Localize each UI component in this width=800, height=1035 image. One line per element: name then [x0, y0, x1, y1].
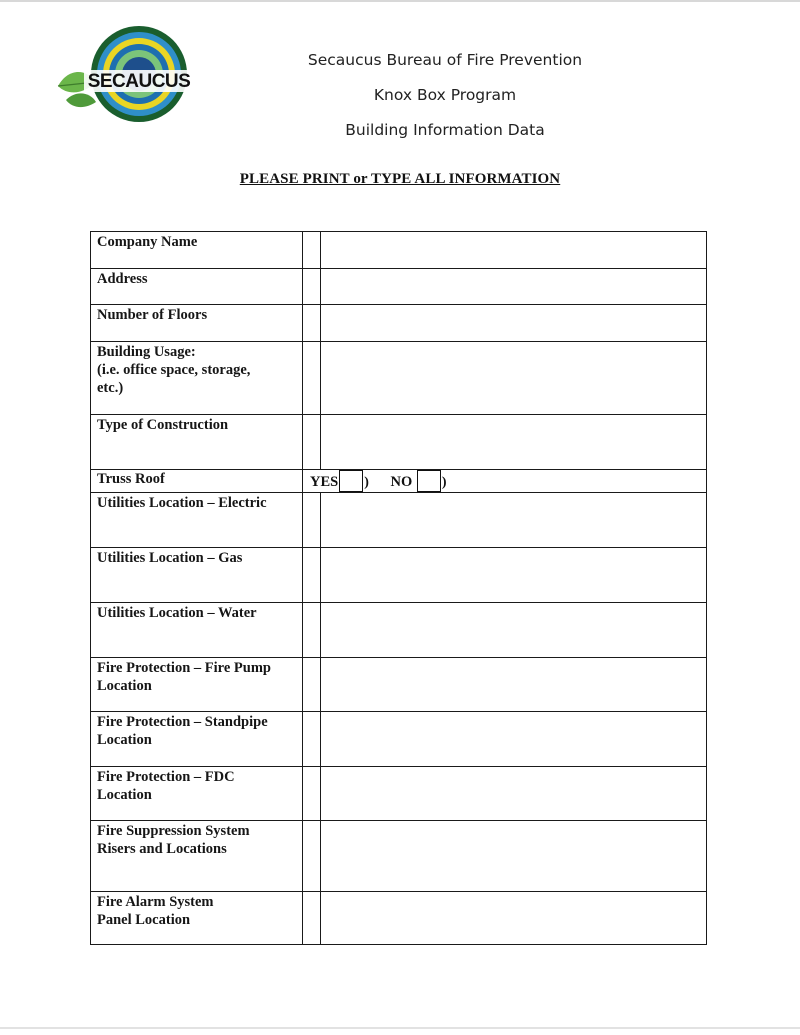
- company-name-field[interactable]: [321, 232, 707, 269]
- type-of-construction-label: Type of Construction: [91, 415, 303, 470]
- utilities-electric-field[interactable]: [321, 493, 707, 548]
- type-of-construction-field[interactable]: [321, 415, 707, 470]
- standpipe-field[interactable]: [321, 712, 707, 767]
- row-truss-roof: [91, 470, 707, 493]
- svg-text:SECAUCUS: SECAUCUS: [87, 71, 191, 92]
- building-info-form: [90, 231, 707, 945]
- fire-alarm-label: Fire Alarm System Panel Location: [91, 892, 303, 945]
- gap-cell: [303, 548, 321, 603]
- address-label: Address: [91, 269, 303, 305]
- gap-cell: [303, 415, 321, 470]
- gap-cell: [303, 658, 321, 712]
- truss-yes-label: YES: [310, 474, 339, 490]
- print-instruction: PLEASE PRINT or TYPE ALL INFORMATION: [239, 171, 561, 187]
- utilities-gas-field[interactable]: [321, 548, 707, 603]
- number-of-floors-field[interactable]: [321, 305, 707, 342]
- row-type-of-construction: [91, 415, 707, 470]
- gap-cell: [303, 232, 321, 269]
- suppression-label: Fire Suppression System Risers and Locations: [91, 821, 303, 892]
- gap-cell: [303, 892, 321, 945]
- header-subtitle: Building Information Data: [345, 121, 545, 139]
- suppression-field[interactable]: [321, 821, 707, 892]
- gap-cell: [303, 269, 321, 305]
- row-utilities-gas: [91, 548, 707, 603]
- fire-pump-label: Fire Protection – Fire Pump Location: [91, 658, 303, 712]
- truss-no-label: NO: [390, 474, 413, 490]
- truss-roof-label: Truss Roof: [91, 470, 303, 493]
- header-title: Secaucus Bureau of Fire Prevention: [307, 51, 583, 69]
- utilities-electric-label: Utilities Location – Electric: [91, 493, 303, 548]
- row-standpipe: [91, 712, 707, 767]
- truss-yes-checkbox[interactable]: [339, 470, 363, 492]
- building-usage-field[interactable]: [321, 342, 707, 415]
- fdc-field[interactable]: [321, 767, 707, 821]
- row-suppression: [91, 821, 707, 892]
- company-name-label: Company Name: [91, 232, 303, 269]
- row-address: [91, 269, 707, 305]
- row-building-usage: [91, 342, 707, 415]
- fdc-label: Fire Protection – FDC Location: [91, 767, 303, 821]
- standpipe-label: Fire Protection – Standpipe Location: [91, 712, 303, 767]
- gap-cell: [303, 712, 321, 767]
- address-field[interactable]: [321, 269, 707, 305]
- gap-cell: [303, 342, 321, 415]
- gap-cell: [303, 305, 321, 342]
- bottom-edge-rule: [0, 1027, 800, 1029]
- secaucus-logo: [56, 24, 198, 124]
- gap-cell: [303, 767, 321, 821]
- gap-cell: [303, 493, 321, 548]
- utilities-water-label: Utilities Location – Water: [91, 603, 303, 658]
- utilities-gas-label: Utilities Location – Gas: [91, 548, 303, 603]
- fire-pump-field[interactable]: [321, 658, 707, 712]
- top-edge-rule: [0, 0, 800, 2]
- truss-no-checkbox[interactable]: [417, 470, 441, 492]
- row-company-name: [91, 232, 707, 269]
- row-number-of-floors: [91, 305, 707, 342]
- row-fire-pump: [91, 658, 707, 712]
- truss-roof-options: YES ) NO ): [303, 470, 707, 493]
- building-usage-label: Building Usage: (i.e. office space, storage, etc.): [91, 342, 303, 415]
- row-utilities-electric: [91, 493, 707, 548]
- gap-cell: [303, 821, 321, 892]
- header-program: Knox Box Program: [373, 86, 517, 104]
- number-of-floors-label: Number of Floors: [91, 305, 303, 342]
- gap-cell: [303, 603, 321, 658]
- row-utilities-water: [91, 603, 707, 658]
- fire-alarm-field[interactable]: [321, 892, 707, 945]
- utilities-water-field[interactable]: [321, 603, 707, 658]
- row-fire-alarm: [91, 892, 707, 945]
- row-fdc: [91, 767, 707, 821]
